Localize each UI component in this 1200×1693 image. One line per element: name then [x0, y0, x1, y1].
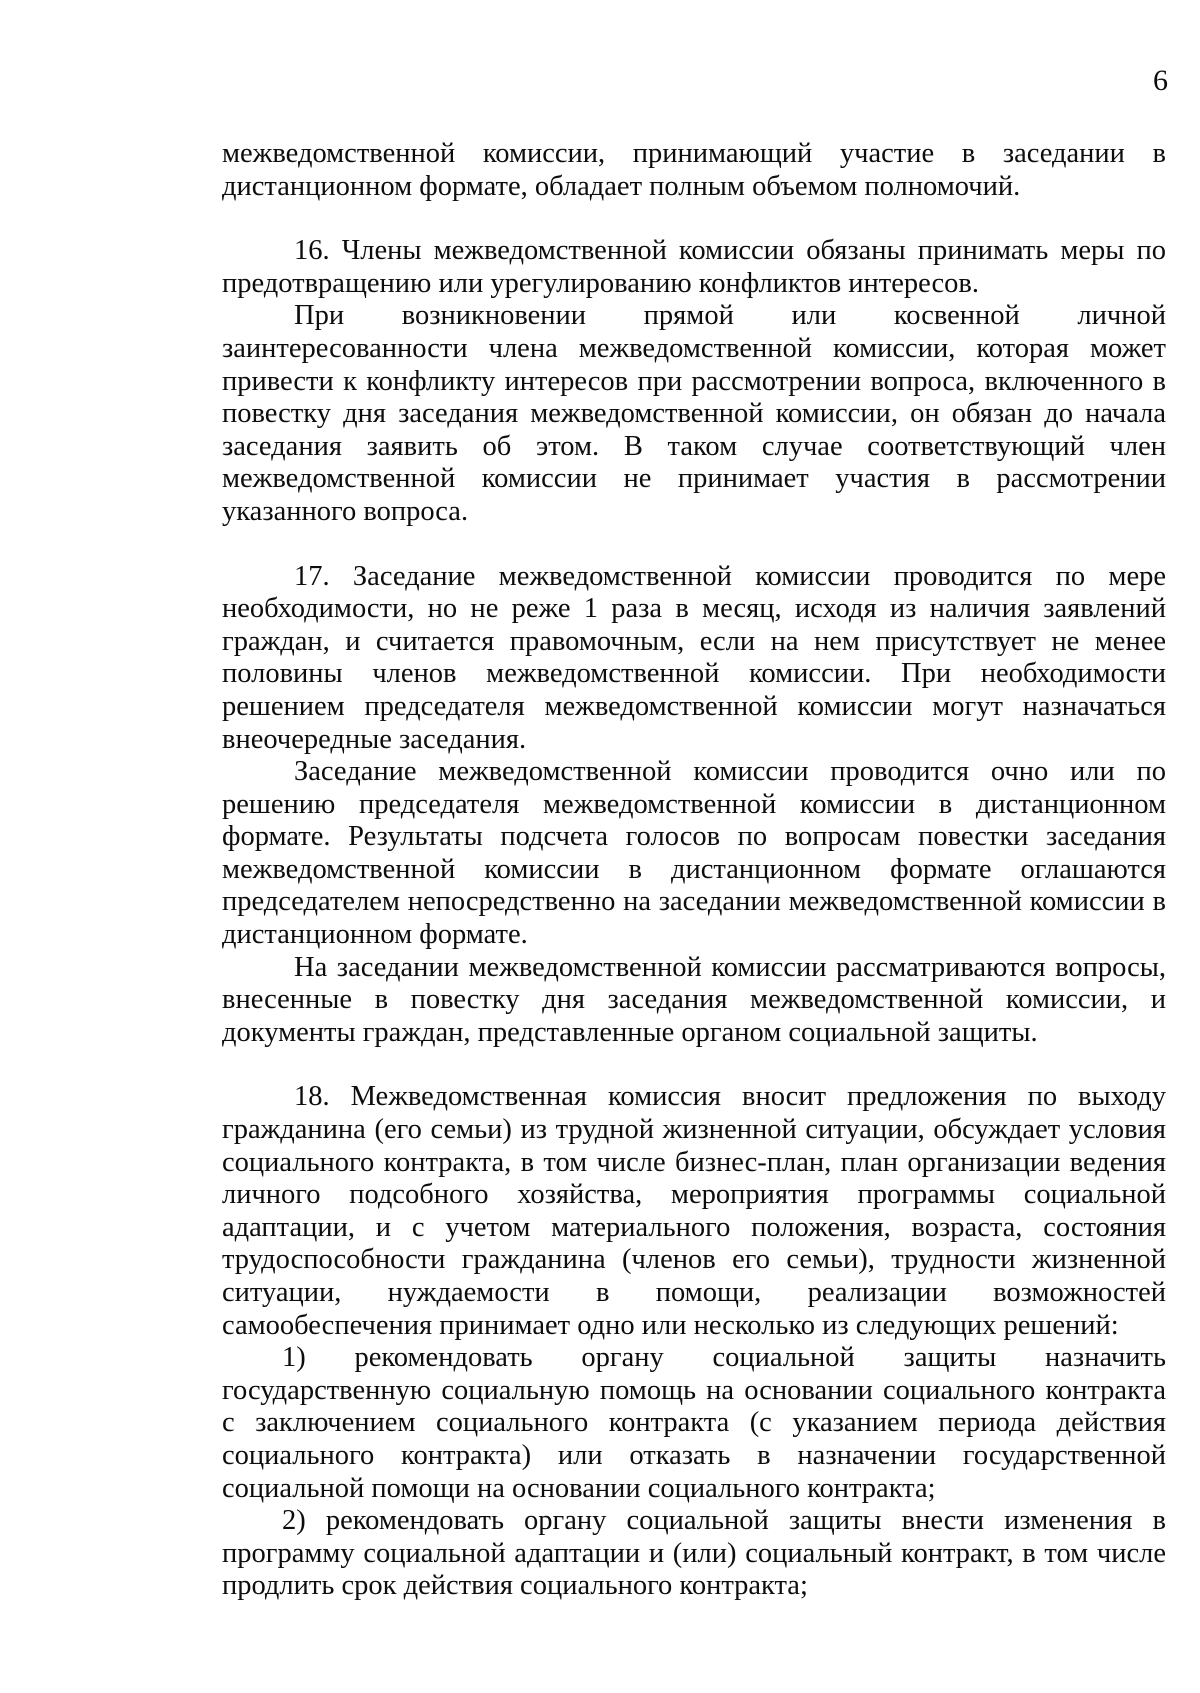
paragraph-17-agenda: На заседании межведомственной комиссии рассматриваются вопросы, внесенные в повестку дня заседания межведомственной комиссии, и документы граждан, представленные органом социальной защиты. [222, 951, 1166, 1048]
page-number: 6 [1153, 64, 1168, 97]
paragraph-17-meeting-format: Заседание межведомственной комиссии проводится очно или по решению председателя межведомственной комиссии в дистанционном формате. Результаты подсчета голосов по вопросам повестки заседания межведомственной комиссии в дистанционном формате оглашаются председателем непосредственно на заседании межведомственной комиссии в дистанционном формате. [222, 756, 1166, 951]
paragraph-18-item-1: 1) рекомендовать органу социальной защиты назначить государственную социальную помощь на основании социального контракта с заключением социального контракта (с указанием периода действия социального контракта) или отказать в назначении государственной социальной помощи на основании социального контракта; [222, 1342, 1166, 1504]
paragraph-16-conflict-of-interest: При возникновении прямой или косвенной личной заинтересованности члена межведомственной комиссии, которая может привести к конфликту интересов при рассмотрении вопроса, включенного в повестку дня заседания межведомственной комиссии, он обязан до начала заседания заявить об этом. В таком случае соответствующий член межведомственной комиссии не принимает участия в рассмотрении указанного вопроса. [222, 300, 1166, 527]
paragraph-15-continuation: межведомственной комиссии, принимающий участие в заседании в дистанционном формате, обладает полным объемом полномочий. [222, 138, 1166, 202]
paragraph-18: 18. Межведомственная комиссия вносит предложения по выходу гражданина (его семьи) из трудной жизненной ситуации, обсуждает условия социального контракта, в том числе бизнес-план, план организации ведения личного подсобного хозяйства, мероприятия программы социальной адаптации, и с учетом материального положения, возраста, состояния трудоспособности гражданина (членов его семьи), трудности жизненной ситуации, нуждаемости в помощи, реализации возможностей самообеспечения принимает одно или несколько из следующих решений: [222, 1081, 1166, 1341]
paragraph-17: 17. Заседание межведомственной комиссии проводится по мере необходимости, но не реже 1 раза в месяц, исходя из наличия заявлений граждан, и считается правомочным, если на нем присутствует не менее половины членов межведомственной комиссии. При необходимости решением председателя межведомственной комиссии могут назначаться внеочередные заседания. [222, 560, 1166, 755]
document-body [222, 138, 1166, 1603]
paragraph-18-item-2: 2) рекомендовать органу социальной защиты внести изменения в программу социальной адаптации и (или) социальный контракт, в том числе продлить срок действия социального контракта; [222, 1505, 1166, 1602]
paragraph-16: 16. Члены межведомственной комиссии обязаны принимать меры по предотвращению или урегулированию конфликтов интересов. [222, 235, 1166, 299]
